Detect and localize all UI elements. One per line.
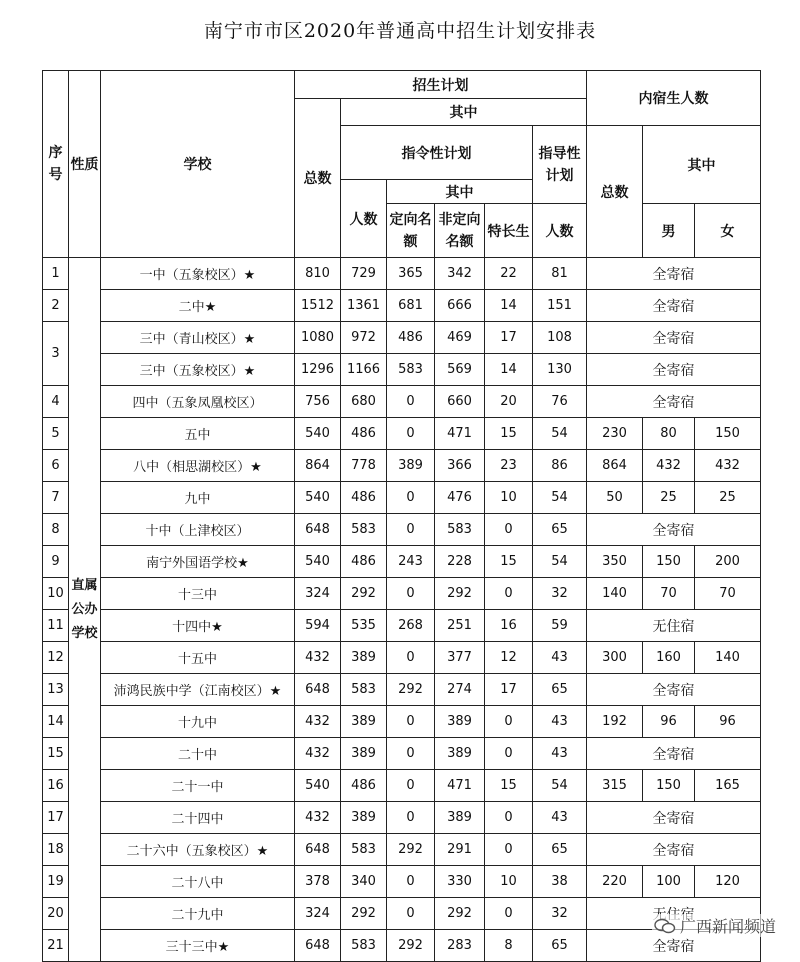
table-row (43, 386, 761, 418)
boarders-total: 230 (587, 418, 643, 450)
cell-non-directed: 283 (435, 930, 485, 962)
table-row (43, 738, 761, 770)
header-mandatory-plan: 指令性计划 (341, 126, 533, 180)
cell-directed: 0 (387, 738, 435, 770)
cell-total: 648 (295, 834, 341, 866)
cell-special: 14 (485, 354, 533, 386)
cell-special: 15 (485, 546, 533, 578)
cell-count: 778 (341, 450, 387, 482)
cell-special: 0 (485, 834, 533, 866)
boarders-female: 200 (695, 546, 761, 578)
cell-directed: 681 (387, 290, 435, 322)
wechat-icon (654, 918, 676, 934)
boarders-male: 150 (643, 546, 695, 578)
cell-special: 17 (485, 674, 533, 706)
row-number: 14 (43, 706, 69, 738)
row-number: 11 (43, 610, 69, 642)
cell-non-directed: 666 (435, 290, 485, 322)
cell-directed: 0 (387, 898, 435, 930)
cell-special: 10 (485, 866, 533, 898)
boarders-male: 80 (643, 418, 695, 450)
cell-total: 864 (295, 450, 341, 482)
header-special: 特长生 (485, 204, 533, 258)
cell-total: 378 (295, 866, 341, 898)
table-row (43, 290, 761, 322)
boarding-note: 全寄宿 (587, 834, 761, 866)
cell-guide: 43 (533, 802, 587, 834)
table-row (43, 610, 761, 642)
cell-non-directed: 330 (435, 866, 485, 898)
cell-special: 8 (485, 930, 533, 962)
cell-directed: 365 (387, 258, 435, 290)
boarders-female: 25 (695, 482, 761, 514)
cell-guide: 59 (533, 610, 587, 642)
cell-non-directed: 251 (435, 610, 485, 642)
cell-directed: 0 (387, 482, 435, 514)
boarding-note: 全寄宿 (587, 322, 761, 354)
school-name: 二十八中 (101, 866, 295, 898)
cell-directed: 243 (387, 546, 435, 578)
boarders-female: 150 (695, 418, 761, 450)
boarders-male: 100 (643, 866, 695, 898)
cell-non-directed: 366 (435, 450, 485, 482)
cell-guide: 54 (533, 418, 587, 450)
cell-guide: 86 (533, 450, 587, 482)
cell-guide: 65 (533, 930, 587, 962)
school-name: 四中（五象凤凰校区） (101, 386, 295, 418)
cell-non-directed: 292 (435, 578, 485, 610)
boarders-total: 50 (587, 482, 643, 514)
table-row (43, 450, 761, 482)
school-name: 二十六中（五象校区）★ (101, 834, 295, 866)
cell-directed: 0 (387, 706, 435, 738)
cell-special: 15 (485, 770, 533, 802)
cell-non-directed: 476 (435, 482, 485, 514)
header-guidance-count: 人数 (533, 204, 587, 258)
boarders-male: 160 (643, 642, 695, 674)
school-name: 二十四中 (101, 802, 295, 834)
cell-directed: 486 (387, 322, 435, 354)
cell-total: 648 (295, 514, 341, 546)
header-boarders: 内宿生人数 (587, 71, 761, 126)
cell-total: 432 (295, 802, 341, 834)
cell-total: 324 (295, 578, 341, 610)
cell-special: 0 (485, 514, 533, 546)
row-number: 19 (43, 866, 69, 898)
table-row (43, 802, 761, 834)
cell-guide: 43 (533, 738, 587, 770)
cell-directed: 583 (387, 354, 435, 386)
nature-label: 直属公办学校 (71, 577, 98, 641)
boarders-total: 220 (587, 866, 643, 898)
cell-guide: 81 (533, 258, 587, 290)
page-title: 南宁市市区2020年普通高中招生计划安排表 (203, 20, 597, 42)
header-non-directed (435, 204, 485, 258)
header-directed (387, 204, 435, 258)
school-name: 二十中 (101, 738, 295, 770)
row-number: 21 (43, 930, 69, 962)
boarders-male: 25 (643, 482, 695, 514)
cell-count: 292 (341, 898, 387, 930)
boarders-female: 70 (695, 578, 761, 610)
cell-guide: 65 (533, 674, 587, 706)
table-row (43, 482, 761, 514)
boarders-female: 432 (695, 450, 761, 482)
header-of-which: 其中 (341, 99, 587, 126)
table-row (43, 834, 761, 866)
cell-total: 648 (295, 930, 341, 962)
table-row (43, 546, 761, 578)
cell-directed: 292 (387, 834, 435, 866)
school-name: 十九中 (101, 706, 295, 738)
boarders-female: 96 (695, 706, 761, 738)
cell-special: 0 (485, 706, 533, 738)
row-number: 4 (43, 386, 69, 418)
school-name: 十三中 (101, 578, 295, 610)
boarders-male: 96 (643, 706, 695, 738)
boarders-male: 432 (643, 450, 695, 482)
cell-directed: 389 (387, 450, 435, 482)
row-number: 13 (43, 674, 69, 706)
cell-directed: 0 (387, 578, 435, 610)
boarding-note: 全寄宿 (587, 290, 761, 322)
row-number: 1 (43, 258, 69, 290)
nature-cell (69, 258, 101, 962)
school-name: 三中（五象校区）★ (101, 354, 295, 386)
boarders-total: 315 (587, 770, 643, 802)
header-non-directed-label: 非定向名额 (438, 211, 481, 250)
boarders-total: 350 (587, 546, 643, 578)
table-row (43, 514, 761, 546)
table-row (43, 322, 761, 354)
row-number: 12 (43, 642, 69, 674)
table-row (43, 642, 761, 674)
cell-count: 389 (341, 802, 387, 834)
header-school: 学校 (101, 71, 295, 258)
cell-directed: 0 (387, 866, 435, 898)
boarders-female: 140 (695, 642, 761, 674)
cell-total: 648 (295, 674, 341, 706)
school-name: 五中 (101, 418, 295, 450)
row-number: 3 (43, 322, 69, 386)
header-nature: 性质 (69, 71, 101, 258)
table-row (43, 258, 761, 290)
header-guidance-plan-label: 指导性计划 (538, 145, 581, 184)
cell-special: 15 (485, 418, 533, 450)
table-row (43, 706, 761, 738)
boarding-note: 全寄宿 (587, 674, 761, 706)
cell-directed: 0 (387, 770, 435, 802)
cell-total: 810 (295, 258, 341, 290)
cell-total: 324 (295, 898, 341, 930)
header-guidance-plan (533, 126, 587, 204)
boarding-note: 全寄宿 (587, 802, 761, 834)
cell-count: 486 (341, 770, 387, 802)
enrollment-plan-table (42, 70, 761, 962)
cell-guide: 43 (533, 706, 587, 738)
cell-directed: 292 (387, 930, 435, 962)
cell-special: 0 (485, 802, 533, 834)
cell-non-directed: 292 (435, 898, 485, 930)
cell-guide: 43 (533, 642, 587, 674)
school-name: 三十三中★ (101, 930, 295, 962)
boarders-male: 150 (643, 770, 695, 802)
table-row (43, 418, 761, 450)
table-body (43, 258, 761, 962)
cell-count: 972 (341, 322, 387, 354)
school-name: 十中（上津校区） (101, 514, 295, 546)
boarders-total: 192 (587, 706, 643, 738)
cell-guide: 108 (533, 322, 587, 354)
school-name: 十五中 (101, 642, 295, 674)
header-seq-label: 序号 (48, 145, 63, 183)
row-number: 10 (43, 578, 69, 610)
cell-count: 486 (341, 546, 387, 578)
boarding-note: 全寄宿 (587, 738, 761, 770)
cell-non-directed: 583 (435, 514, 485, 546)
watermark-text: 广西新闻频道 (679, 917, 776, 936)
table-row (43, 578, 761, 610)
table-row (43, 674, 761, 706)
row-number: 20 (43, 898, 69, 930)
cell-directed: 0 (387, 514, 435, 546)
boarders-female: 120 (695, 866, 761, 898)
cell-total: 1296 (295, 354, 341, 386)
cell-non-directed: 389 (435, 802, 485, 834)
cell-guide: 130 (533, 354, 587, 386)
boarding-note: 全寄宿 (587, 930, 761, 962)
header-enroll-plan: 招生计划 (295, 71, 587, 99)
school-name: 八中（相思湖校区）★ (101, 450, 295, 482)
cell-total: 432 (295, 738, 341, 770)
school-name: 南宁外国语学校★ (101, 546, 295, 578)
header-seq (43, 71, 69, 258)
cell-non-directed: 291 (435, 834, 485, 866)
cell-special: 20 (485, 386, 533, 418)
cell-total: 1512 (295, 290, 341, 322)
school-name: 三中（青山校区）★ (101, 322, 295, 354)
row-number: 7 (43, 482, 69, 514)
cell-count: 292 (341, 578, 387, 610)
cell-non-directed: 569 (435, 354, 485, 386)
boarders-total: 140 (587, 578, 643, 610)
row-number: 15 (43, 738, 69, 770)
cell-non-directed: 228 (435, 546, 485, 578)
row-number: 2 (43, 290, 69, 322)
cell-non-directed: 660 (435, 386, 485, 418)
boarding-note: 全寄宿 (587, 386, 761, 418)
cell-special: 10 (485, 482, 533, 514)
row-number: 8 (43, 514, 69, 546)
cell-directed: 0 (387, 802, 435, 834)
watermark (652, 914, 778, 937)
school-name: 九中 (101, 482, 295, 514)
row-number: 9 (43, 546, 69, 578)
cell-count: 583 (341, 834, 387, 866)
school-name: 十四中★ (101, 610, 295, 642)
row-number: 17 (43, 802, 69, 834)
cell-guide: 76 (533, 386, 587, 418)
boarding-note: 全寄宿 (587, 514, 761, 546)
row-number: 18 (43, 834, 69, 866)
cell-guide: 38 (533, 866, 587, 898)
header-female: 女 (695, 204, 761, 258)
row-number: 6 (43, 450, 69, 482)
cell-directed: 292 (387, 674, 435, 706)
school-name: 二中★ (101, 290, 295, 322)
boarders-male: 70 (643, 578, 695, 610)
cell-special: 22 (485, 258, 533, 290)
cell-count: 486 (341, 482, 387, 514)
cell-guide: 65 (533, 834, 587, 866)
school-name: 一中（五象校区）★ (101, 258, 295, 290)
cell-special: 16 (485, 610, 533, 642)
cell-count: 389 (341, 738, 387, 770)
cell-total: 540 (295, 418, 341, 450)
cell-count: 1166 (341, 354, 387, 386)
cell-count: 389 (341, 706, 387, 738)
school-name: 二十一中 (101, 770, 295, 802)
cell-non-directed: 377 (435, 642, 485, 674)
cell-directed: 0 (387, 642, 435, 674)
school-name: 二十九中 (101, 898, 295, 930)
header-male: 男 (643, 204, 695, 258)
cell-directed: 0 (387, 418, 435, 450)
cell-total: 540 (295, 770, 341, 802)
cell-special: 0 (485, 738, 533, 770)
cell-guide: 32 (533, 578, 587, 610)
cell-guide: 151 (533, 290, 587, 322)
cell-count: 583 (341, 674, 387, 706)
cell-special: 12 (485, 642, 533, 674)
cell-guide: 54 (533, 482, 587, 514)
header-mandatory-of-which: 其中 (387, 180, 533, 204)
header-boarders-of-which: 其中 (643, 126, 761, 204)
header-directed-label: 定向名额 (389, 211, 432, 250)
cell-directed: 268 (387, 610, 435, 642)
cell-total: 594 (295, 610, 341, 642)
cell-count: 535 (341, 610, 387, 642)
cell-non-directed: 389 (435, 738, 485, 770)
header-boarders-total: 总数 (587, 126, 643, 258)
boarders-total: 864 (587, 450, 643, 482)
boarders-female: 165 (695, 770, 761, 802)
cell-non-directed: 389 (435, 706, 485, 738)
cell-non-directed: 471 (435, 770, 485, 802)
cell-count: 729 (341, 258, 387, 290)
header-total: 总数 (295, 99, 341, 258)
table-row (43, 866, 761, 898)
cell-total: 756 (295, 386, 341, 418)
boarding-note: 全寄宿 (587, 354, 761, 386)
cell-directed: 0 (387, 386, 435, 418)
cell-count: 583 (341, 930, 387, 962)
cell-count: 340 (341, 866, 387, 898)
boarding-note: 全寄宿 (587, 258, 761, 290)
cell-guide: 32 (533, 898, 587, 930)
cell-count: 486 (341, 418, 387, 450)
cell-special: 14 (485, 290, 533, 322)
cell-total: 540 (295, 482, 341, 514)
table-row (43, 354, 761, 386)
cell-non-directed: 469 (435, 322, 485, 354)
cell-total: 432 (295, 706, 341, 738)
cell-count: 1361 (341, 290, 387, 322)
table-row (43, 770, 761, 802)
cell-total: 1080 (295, 322, 341, 354)
boarders-total: 300 (587, 642, 643, 674)
boarding-note: 无住宿 (587, 610, 761, 642)
school-name: 沛鸿民族中学（江南校区）★ (101, 674, 295, 706)
row-number: 5 (43, 418, 69, 450)
cell-count: 680 (341, 386, 387, 418)
header-mandatory-count: 人数 (341, 180, 387, 258)
cell-non-directed: 274 (435, 674, 485, 706)
cell-count: 583 (341, 514, 387, 546)
cell-non-directed: 342 (435, 258, 485, 290)
cell-special: 0 (485, 578, 533, 610)
cell-special: 23 (485, 450, 533, 482)
cell-guide: 54 (533, 546, 587, 578)
cell-guide: 54 (533, 770, 587, 802)
cell-non-directed: 471 (435, 418, 485, 450)
cell-special: 0 (485, 898, 533, 930)
row-number: 16 (43, 770, 69, 802)
cell-guide: 65 (533, 514, 587, 546)
cell-total: 432 (295, 642, 341, 674)
cell-special: 17 (485, 322, 533, 354)
cell-count: 389 (341, 642, 387, 674)
cell-total: 540 (295, 546, 341, 578)
